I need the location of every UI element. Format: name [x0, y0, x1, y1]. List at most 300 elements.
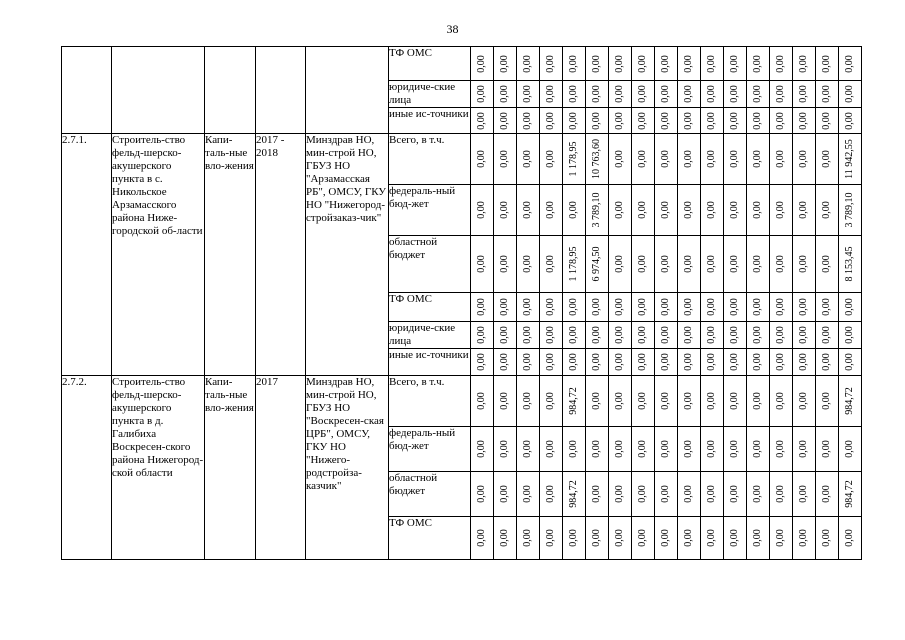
value-text: 0,00 — [775, 150, 786, 168]
value-text: 0,00 — [568, 326, 579, 344]
value-cell — [563, 185, 586, 236]
value-text: 0,00 — [522, 392, 533, 410]
value-text: 0,00 — [545, 326, 556, 344]
value-text: 0,00 — [821, 298, 832, 316]
value-text: 0,00 — [591, 54, 602, 73]
value-text: 984,72 — [844, 480, 855, 508]
value-text: 0,00 — [706, 111, 717, 130]
value-cell — [655, 108, 678, 134]
value-cell — [816, 349, 839, 376]
funding-source-cell: федераль-ный бюд-жет — [389, 427, 471, 472]
value-cell — [793, 47, 816, 81]
funding-source-cell: областной бюджет — [389, 236, 471, 293]
value-text: 0,00 — [614, 255, 625, 273]
value-cell — [655, 517, 678, 560]
value-cell — [517, 349, 540, 376]
value-text: 0,00 — [752, 150, 763, 168]
value-cell — [747, 81, 770, 108]
value-text: 8 153,45 — [844, 246, 855, 282]
value-text: 0,00 — [706, 85, 717, 103]
value-cell — [724, 293, 747, 322]
value-text: 0,00 — [637, 201, 648, 219]
value-text: 0,00 — [798, 298, 809, 316]
value-cell — [632, 427, 655, 472]
value-cell — [793, 472, 816, 517]
value-text: 0,00 — [637, 298, 648, 316]
value-text: 0,00 — [752, 353, 763, 371]
value-text: 0,00 — [637, 326, 648, 344]
value-text: 0,00 — [752, 255, 763, 273]
value-text: 0,00 — [729, 150, 740, 168]
value-cell — [816, 108, 839, 134]
value-cell — [793, 108, 816, 134]
value-cell — [632, 472, 655, 517]
value-text: 0,00 — [522, 529, 533, 547]
value-text: 0,00 — [821, 111, 832, 130]
value-text: 0,00 — [683, 298, 694, 316]
value-text: 0,00 — [614, 150, 625, 168]
period-cell — [256, 47, 306, 134]
value-text: 0,00 — [729, 255, 740, 273]
value-text: 1 178,95 — [568, 246, 579, 282]
value-cell — [563, 376, 586, 427]
table-row — [62, 134, 862, 185]
value-text: 0,00 — [476, 255, 487, 273]
value-cell — [471, 376, 494, 427]
value-cell — [770, 517, 793, 560]
expense-type-cell — [205, 47, 256, 134]
value-cell — [701, 108, 724, 134]
funding-source-cell: юридиче-ские лица — [389, 322, 471, 349]
value-cell — [517, 322, 540, 349]
value-text: 0,00 — [752, 85, 763, 103]
item-number-cell: 2.7.1. — [62, 134, 112, 376]
value-text: 0,00 — [683, 485, 694, 503]
value-text: 0,00 — [706, 298, 717, 316]
value-text: 0,00 — [499, 54, 510, 73]
value-text: 6 974,50 — [591, 246, 602, 282]
value-cell — [563, 349, 586, 376]
budget-table — [61, 46, 862, 560]
value-cell — [770, 236, 793, 293]
value-cell — [540, 349, 563, 376]
value-cell — [540, 376, 563, 427]
value-cell — [655, 134, 678, 185]
value-text: 0,00 — [499, 150, 510, 168]
value-cell — [747, 108, 770, 134]
value-text: 0,00 — [476, 201, 487, 219]
funding-source-cell: ТФ ОМС — [389, 47, 471, 81]
value-text: 0,00 — [683, 440, 694, 458]
value-cell — [632, 108, 655, 134]
value-cell — [609, 81, 632, 108]
value-cell — [586, 47, 609, 81]
value-text: 0,00 — [821, 485, 832, 503]
value-text: 0,00 — [637, 85, 648, 103]
value-text: 0,00 — [683, 201, 694, 219]
value-text: 0,00 — [568, 111, 579, 130]
funding-source-cell: областной бюджет — [389, 472, 471, 517]
value-cell — [586, 517, 609, 560]
value-text: 0,00 — [591, 298, 602, 316]
value-cell — [816, 293, 839, 322]
value-cell — [540, 236, 563, 293]
value-text: 0,00 — [683, 150, 694, 168]
value-text: 0,00 — [476, 529, 487, 547]
value-text: 0,00 — [798, 150, 809, 168]
value-cell — [793, 322, 816, 349]
value-cell — [678, 81, 701, 108]
value-cell — [701, 427, 724, 472]
value-text: 984,72 — [568, 480, 579, 508]
value-cell — [724, 81, 747, 108]
value-text: 0,00 — [683, 255, 694, 273]
value-text: 0,00 — [522, 485, 533, 503]
value-cell — [724, 47, 747, 81]
value-text: 0,00 — [522, 85, 533, 103]
value-text: 0,00 — [752, 54, 763, 73]
expense-type-cell: Капи-таль-ные вло-жения — [205, 134, 256, 376]
value-text: 0,00 — [775, 255, 786, 273]
value-text: 0,00 — [637, 150, 648, 168]
value-cell — [839, 236, 862, 293]
value-cell — [586, 322, 609, 349]
value-cell — [678, 47, 701, 81]
value-text: 0,00 — [821, 255, 832, 273]
value-text: 0,00 — [591, 392, 602, 410]
value-cell — [517, 472, 540, 517]
value-cell — [494, 322, 517, 349]
value-text: 0,00 — [499, 440, 510, 458]
value-cell — [586, 376, 609, 427]
value-text: 0,00 — [614, 440, 625, 458]
value-cell — [471, 236, 494, 293]
value-text: 0,00 — [844, 85, 855, 103]
value-text: 0,00 — [844, 298, 855, 316]
value-cell — [494, 517, 517, 560]
value-text: 0,00 — [614, 529, 625, 547]
value-text: 0,00 — [476, 485, 487, 503]
value-cell — [517, 517, 540, 560]
value-cell — [632, 293, 655, 322]
value-text: 0,00 — [614, 326, 625, 344]
value-cell — [609, 427, 632, 472]
value-text: 0,00 — [775, 440, 786, 458]
value-cell — [494, 47, 517, 81]
value-cell — [839, 185, 862, 236]
value-text: 0,00 — [568, 85, 579, 103]
value-text: 0,00 — [476, 353, 487, 371]
value-cell — [816, 134, 839, 185]
value-cell — [540, 293, 563, 322]
value-cell — [770, 472, 793, 517]
value-text: 0,00 — [729, 440, 740, 458]
value-cell — [540, 47, 563, 81]
value-cell — [816, 81, 839, 108]
value-text: 0,00 — [545, 298, 556, 316]
funding-source-cell: Всего, в т.ч. — [389, 376, 471, 427]
value-cell — [839, 293, 862, 322]
value-text: 0,00 — [637, 353, 648, 371]
value-cell — [770, 81, 793, 108]
value-cell — [816, 47, 839, 81]
value-cell — [655, 472, 678, 517]
value-text: 0,00 — [545, 392, 556, 410]
period-cell: 2017 — [256, 376, 306, 560]
value-text: 0,00 — [545, 440, 556, 458]
value-text: 0,00 — [660, 111, 671, 130]
value-text: 0,00 — [637, 440, 648, 458]
value-cell — [632, 517, 655, 560]
value-cell — [540, 517, 563, 560]
value-cell — [724, 185, 747, 236]
value-cell — [609, 293, 632, 322]
funding-source-cell: иные ис-точники — [389, 349, 471, 376]
value-cell — [494, 134, 517, 185]
value-text: 0,00 — [499, 529, 510, 547]
value-text: 0,00 — [545, 85, 556, 103]
value-text: 0,00 — [522, 440, 533, 458]
value-text: 0,00 — [476, 111, 487, 130]
value-text: 0,00 — [591, 111, 602, 130]
value-text: 0,00 — [545, 54, 556, 73]
value-cell — [517, 236, 540, 293]
value-cell — [678, 236, 701, 293]
value-text: 0,00 — [660, 392, 671, 410]
value-cell — [586, 236, 609, 293]
value-cell — [494, 349, 517, 376]
value-text: 0,00 — [522, 201, 533, 219]
value-cell — [747, 134, 770, 185]
value-text: 0,00 — [729, 353, 740, 371]
value-text: 0,00 — [614, 392, 625, 410]
table-row — [62, 47, 862, 81]
value-cell — [586, 349, 609, 376]
value-text: 0,00 — [798, 326, 809, 344]
value-cell — [747, 376, 770, 427]
value-text: 0,00 — [591, 440, 602, 458]
value-text: 0,00 — [706, 529, 717, 547]
value-text: 0,00 — [522, 255, 533, 273]
value-cell — [517, 47, 540, 81]
value-cell — [747, 293, 770, 322]
value-cell — [816, 376, 839, 427]
value-text: 0,00 — [637, 392, 648, 410]
value-text: 0,00 — [660, 255, 671, 273]
value-text: 0,00 — [729, 111, 740, 130]
value-cell — [494, 293, 517, 322]
value-text: 0,00 — [844, 54, 855, 73]
value-text: 0,00 — [752, 111, 763, 130]
value-text: 0,00 — [660, 353, 671, 371]
value-text: 0,00 — [706, 392, 717, 410]
value-text: 0,00 — [683, 392, 694, 410]
value-text: 0,00 — [522, 353, 533, 371]
value-cell — [678, 108, 701, 134]
value-text: 0,00 — [476, 440, 487, 458]
value-text: 0,00 — [798, 440, 809, 458]
value-cell — [770, 376, 793, 427]
value-cell — [540, 185, 563, 236]
value-cell — [678, 376, 701, 427]
value-cell — [494, 185, 517, 236]
value-text: 0,00 — [476, 298, 487, 316]
value-text: 0,00 — [568, 440, 579, 458]
value-cell — [494, 427, 517, 472]
value-cell — [471, 134, 494, 185]
item-name-cell: Строитель-ство фельд-шерско-акушерского пункта в с. Никольское Арзамасского района Ниже-городской об-ласти — [112, 134, 205, 376]
value-cell — [747, 472, 770, 517]
value-cell — [655, 349, 678, 376]
value-text: 0,00 — [844, 440, 855, 458]
value-cell — [747, 236, 770, 293]
value-cell — [609, 517, 632, 560]
value-cell — [494, 81, 517, 108]
value-cell — [655, 376, 678, 427]
value-text: 0,00 — [821, 85, 832, 103]
value-text: 0,00 — [683, 85, 694, 103]
value-cell — [471, 517, 494, 560]
value-cell — [678, 322, 701, 349]
value-cell — [770, 293, 793, 322]
value-cell — [839, 134, 862, 185]
value-text: 0,00 — [660, 298, 671, 316]
value-cell — [747, 185, 770, 236]
value-text: 0,00 — [476, 85, 487, 103]
value-text: 0,00 — [821, 326, 832, 344]
value-cell — [701, 517, 724, 560]
value-text: 0,00 — [729, 326, 740, 344]
value-cell — [816, 517, 839, 560]
value-cell — [724, 108, 747, 134]
value-cell — [471, 81, 494, 108]
value-text: 0,00 — [752, 326, 763, 344]
value-cell — [609, 376, 632, 427]
table-row — [62, 376, 862, 427]
value-text: 0,00 — [752, 485, 763, 503]
value-cell — [563, 322, 586, 349]
value-text: 3 789,10 — [591, 192, 602, 228]
value-text: 0,00 — [522, 111, 533, 130]
value-cell — [701, 236, 724, 293]
value-text: 0,00 — [499, 353, 510, 371]
value-text: 0,00 — [775, 298, 786, 316]
value-text: 0,00 — [476, 392, 487, 410]
value-text: 0,00 — [522, 150, 533, 168]
value-text: 0,00 — [614, 353, 625, 371]
value-cell — [724, 517, 747, 560]
value-text: 0,00 — [660, 440, 671, 458]
item-name-cell — [112, 47, 205, 134]
value-text: 0,00 — [660, 201, 671, 219]
value-text: 0,00 — [614, 485, 625, 503]
value-cell — [471, 472, 494, 517]
value-text: 0,00 — [775, 326, 786, 344]
value-text: 0,00 — [614, 54, 625, 73]
value-text: 0,00 — [683, 111, 694, 130]
value-cell — [793, 293, 816, 322]
value-text: 10 763,60 — [591, 139, 602, 179]
value-cell — [770, 322, 793, 349]
value-cell — [609, 134, 632, 185]
item-number-cell — [62, 47, 112, 134]
value-cell — [839, 108, 862, 134]
value-text: 0,00 — [775, 201, 786, 219]
value-text: 3 789,10 — [844, 192, 855, 228]
value-text: 0,00 — [729, 85, 740, 103]
value-cell — [724, 236, 747, 293]
value-cell — [701, 81, 724, 108]
value-cell — [632, 322, 655, 349]
value-cell — [632, 134, 655, 185]
value-cell — [793, 185, 816, 236]
value-cell — [770, 108, 793, 134]
value-cell — [471, 108, 494, 134]
value-cell — [655, 322, 678, 349]
value-cell — [494, 472, 517, 517]
value-cell — [540, 134, 563, 185]
value-cell — [540, 81, 563, 108]
value-text: 0,00 — [798, 201, 809, 219]
value-text: 0,00 — [522, 298, 533, 316]
value-cell — [793, 427, 816, 472]
value-cell — [471, 293, 494, 322]
value-cell — [839, 322, 862, 349]
value-cell — [678, 427, 701, 472]
value-text: 0,00 — [821, 201, 832, 219]
value-cell — [655, 427, 678, 472]
value-cell — [724, 134, 747, 185]
value-text: 0,00 — [614, 298, 625, 316]
value-text: 0,00 — [844, 111, 855, 130]
value-cell — [839, 81, 862, 108]
value-text: 0,00 — [798, 54, 809, 73]
value-text: 0,00 — [545, 485, 556, 503]
executors-cell — [306, 47, 389, 134]
value-cell — [471, 349, 494, 376]
value-text: 0,00 — [499, 298, 510, 316]
value-text: 0,00 — [637, 485, 648, 503]
value-text: 0,00 — [798, 111, 809, 130]
value-text: 0,00 — [775, 485, 786, 503]
value-cell — [655, 293, 678, 322]
value-cell — [701, 376, 724, 427]
executors-cell: Минздрав НО, мин-строй НО, ГБУЗ НО "Арзамасская РБ", ОМСУ, ГКУ НО "Нижегород-стройзаказ-чик" — [306, 134, 389, 376]
value-cell — [609, 236, 632, 293]
value-cell — [632, 185, 655, 236]
value-cell — [517, 427, 540, 472]
value-cell — [563, 134, 586, 185]
value-cell — [816, 322, 839, 349]
value-text: 0,00 — [591, 529, 602, 547]
value-cell — [816, 185, 839, 236]
value-text: 0,00 — [706, 150, 717, 168]
value-text: 0,00 — [614, 85, 625, 103]
value-text: 0,00 — [798, 85, 809, 103]
value-text: 0,00 — [499, 485, 510, 503]
value-cell — [609, 108, 632, 134]
value-cell — [701, 322, 724, 349]
value-cell — [609, 322, 632, 349]
value-text: 0,00 — [545, 529, 556, 547]
value-text: 0,00 — [545, 255, 556, 273]
value-text: 0,00 — [545, 150, 556, 168]
value-cell — [839, 427, 862, 472]
executors-cell: Минздрав НО, мин-строй НО, ГБУЗ НО "Воскресен-ская ЦРБ", ОМСУ, ГКУ НО "Нижего-родстройза-казчик" — [306, 376, 389, 560]
page-number: 38 — [446, 22, 459, 36]
value-cell — [563, 427, 586, 472]
value-cell — [701, 134, 724, 185]
